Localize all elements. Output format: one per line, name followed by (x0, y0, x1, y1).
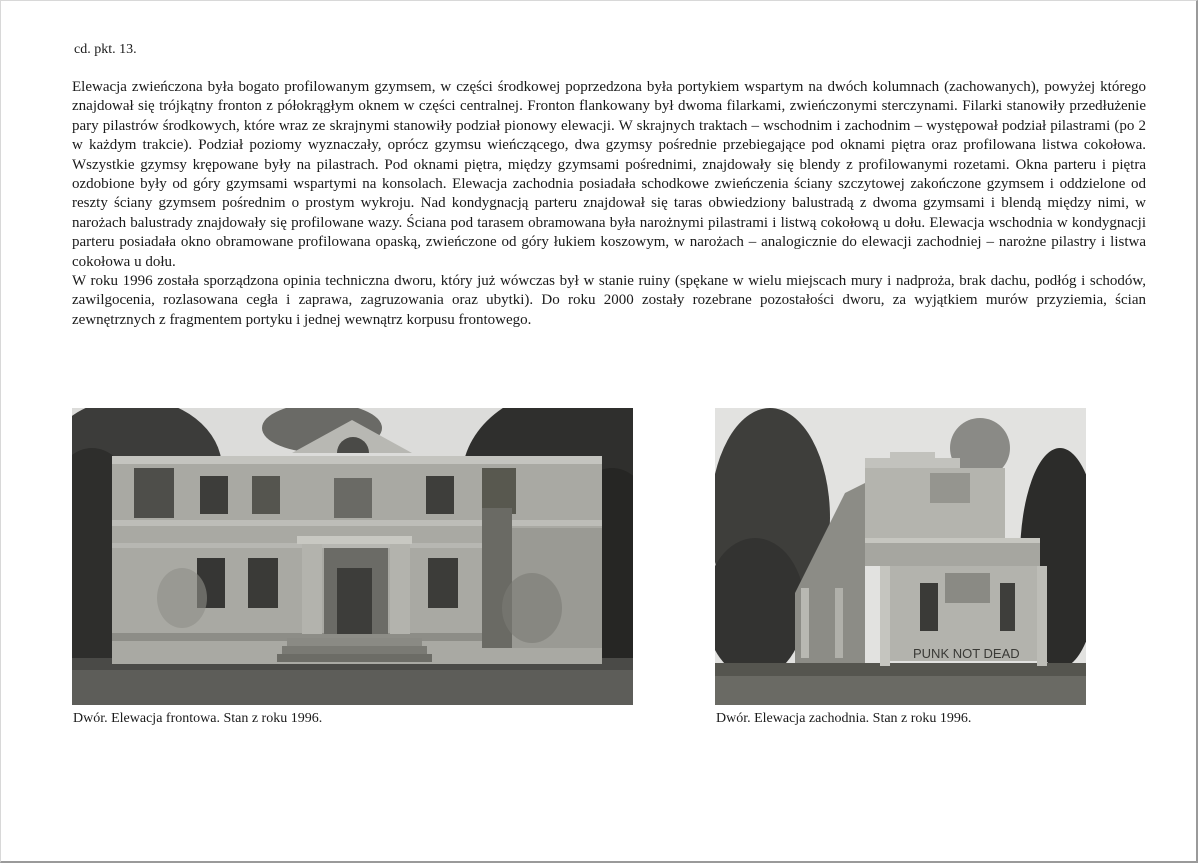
manor-west-image (715, 408, 1086, 705)
manor-front-image (72, 408, 633, 705)
section-reference: cd. pkt. 13. (74, 42, 137, 57)
caption-front-elevation: Dwór. Elewacja frontowa. Stan z roku 1996. (73, 711, 323, 726)
caption-west-elevation: Dwór. Elewacja zachodnia. Stan z roku 1996. (716, 711, 972, 726)
graffiti-text: PUNK NOT DEAD (913, 646, 1020, 661)
paragraph-condition: W roku 1996 została sporządzona opinia techniczna dworu, który już wówczas był w stanie ruiny (spękane w wielu miejscach mury i nadproża, brak dachu, podłóg i schodów, zawilgocenia, rozlasowana cegła i zaprawa, zagruzowania oraz ubytki). Do roku 2000 zostały rozebrane pozostałości dworu, za wyjątkiem murów przyziemia, ścian zewnętrznych z fragmentem portyku i jednej wewnątrz korpusu frontowego. (72, 273, 1146, 328)
body-text (72, 78, 1146, 330)
paragraph-elevation: Elewacja zwieńczona była bogato profilowanym gzymsem, w części środkowej poprzedzona była portykiem wspartym na dwóch kolumnach (zachowanych), powyżej którego znajdował się trójkątny fronton z półokrągłym oknem w części centralnej. Fronton flankowany był dwoma filarkami, zwieńczonymi sterczynami. Filarki stanowiły przedłużenie pary pilastrów środkowych, które wraz ze skrajnymi stanowiły podział pionowy elewacji. W skrajnych traktach – wschodnim i zachodnim – występował podział pilastrami (po 2 w każdym trakcie). Podział poziomy wyznaczały, oprócz gzymsu wieńczącego, dwa gzymsy pośrednie przebiegające pod oknami piętra oraz profilowana listwa cokołowa. Wszystkie gzymsy krępowane były na pilastrach. Pod oknami piętra, między gzymsami pośrednimi, znajdowały się blendy z profilowanymi rozetami. Okna parteru i piętra ozdobione były od góry gzymsami wspartymi na konsolach. Elewacja zachodnia posiadała schodkowe zwieńczenia ściany szczytowej zakończone gzymsem i oddzielone od reszty ściany gzymsem pośrednim o prostym wykroju. Nad kondygnacją parteru znajdował się taras obwiedziony balustradą z dwoma gzymsami i blendą między nimi, w narożach balustrady znajdowały się profilowane wazy. Ściana pod tarasem obramowana była narożnymi pilastrami i listwą cokołową u dołu. Elewacja wschodnia w kondygnacji parteru posiadała okno obramowane profilowana opaską, zwieńczone od góry łukiem koszowym, w narożach – analogicznie do elewacji zachodniej – narożne pilastry i listwa cokołowa u dołu. (72, 79, 1146, 270)
photo-front-elevation (72, 408, 633, 705)
photo-west-elevation (715, 408, 1086, 705)
